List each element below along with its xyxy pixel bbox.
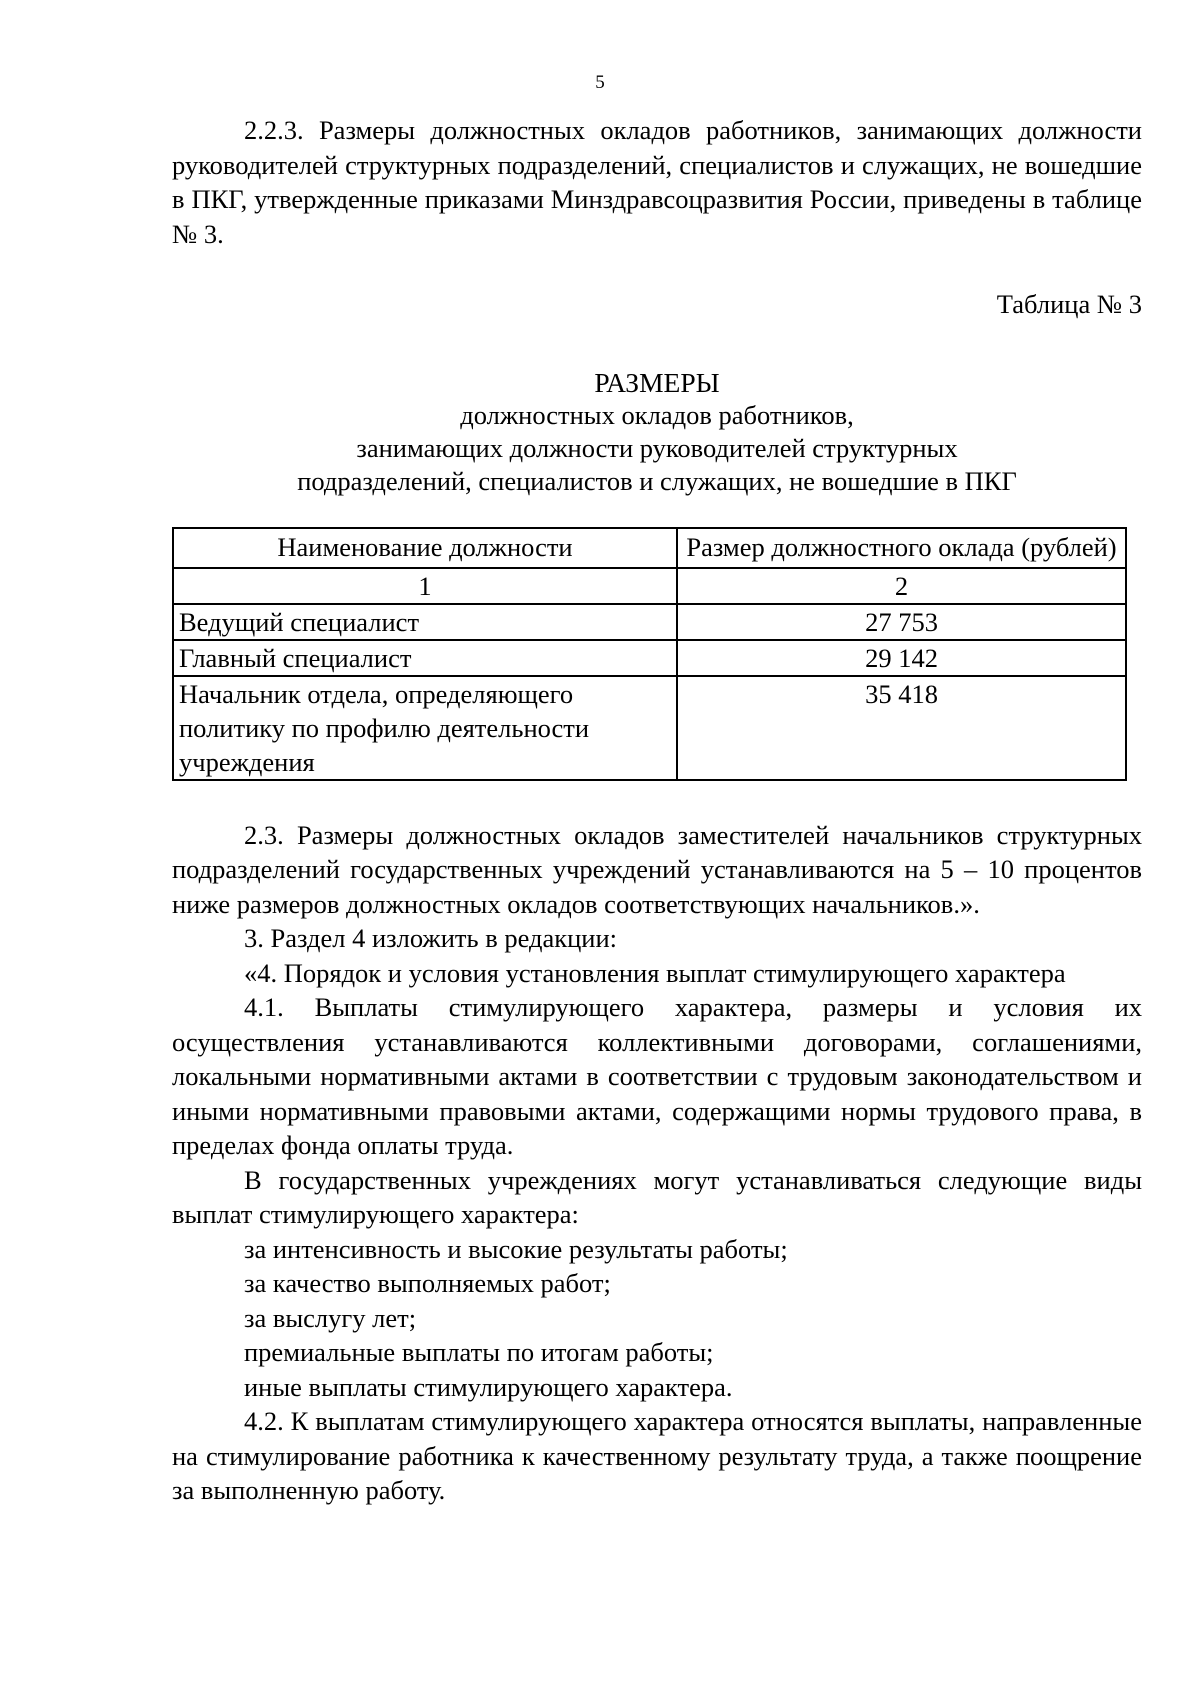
list-item: за интенсивность и высокие результаты работы;: [244, 1233, 788, 1264]
table-row: [173, 676, 1126, 780]
table-subtitle-line-3: подразделений, специалистов и служащих, не вошедшие в ПКГ: [297, 465, 1017, 496]
table-row: [173, 640, 1126, 676]
position-cell: Главный специалист: [173, 640, 677, 676]
table-subtitle-line-1: должностных окладов работников,: [460, 399, 854, 430]
header-salary-size: Размер должностного оклада (рублей): [677, 528, 1126, 568]
column-number-1: 1: [173, 568, 677, 604]
salary-cell: 27 753: [677, 604, 1126, 640]
paragraph-4-1: 4.1. Выплаты стимулирующего характера, размеры и условия их осуществления устанавливаются коллективными договорами, соглашениями, локальными нормативными актами в соответствии с трудовым законодательством и иными нормативными правовыми актами, содержащими нормы трудового права, в пределах фонда оплаты труда.: [172, 992, 1142, 1160]
paragraph-payment-types-intro: В государственных учреждениях могут устанавливаться следующие виды выплат стимулирующего характера:: [172, 1164, 1142, 1229]
paragraph-2-2-3: 2.2.3. Размеры должностных окладов работников, занимающих должности руководителей структурных подразделений, специалистов и служащих, не вошедшие в ПКГ, утвержденные приказами Минздравсоцразвития России, приведены в таблице № 3.: [172, 115, 1142, 249]
table-subtitle-line-2: занимающих должности руководителей структурных: [356, 432, 958, 463]
position-cell: Ведущий специалист: [173, 604, 677, 640]
list-item: за выслугу лет;: [244, 1302, 417, 1333]
table-column-numbers-row: [173, 568, 1126, 604]
document-body: [172, 113, 1142, 1508]
salary-cell: 35 418: [677, 676, 1126, 780]
header-position-name: Наименование должности: [173, 528, 677, 568]
table-heading: [172, 366, 1142, 498]
page-number: 5: [595, 72, 605, 93]
list-item: за качество выполняемых работ;: [244, 1268, 611, 1298]
salary-cell: 29 142: [677, 640, 1126, 676]
table-title: РАЗМЕРЫ: [594, 366, 720, 398]
text-after-table: [172, 818, 1142, 1508]
paragraph-3: 3. Раздел 4 изложить в редакции:: [244, 923, 618, 953]
paragraph-2-3: 2.3. Размеры должностных окладов заместителей начальников структурных подразделений государственных учреждений устанавливаются на 5 – 10 процентов ниже размеров должностных окладов соответствующих начальников.».: [172, 819, 1142, 919]
salary-table: [172, 527, 1127, 781]
section-4-heading: «4. Порядок и условия установления выплат стимулирующего характера: [244, 957, 1066, 988]
table-header-row: [173, 528, 1126, 568]
list-item: премиальные выплаты по итогам работы;: [244, 1337, 714, 1367]
table-label: Таблица № 3: [996, 289, 1142, 319]
list-item: иные выплаты стимулирующего характера.: [244, 1371, 733, 1402]
table-row: [173, 604, 1126, 640]
paragraph-4-2: 4.2. К выплатам стимулирующего характера относятся выплаты, направленные на стимулирование работника к качественному результату труда, а также поощрение за выполненную работу.: [172, 1406, 1142, 1505]
column-number-2: 2: [677, 568, 1126, 604]
position-cell: Начальник отдела, определяющего политику по профилю деятельности учреждения: [173, 676, 677, 780]
